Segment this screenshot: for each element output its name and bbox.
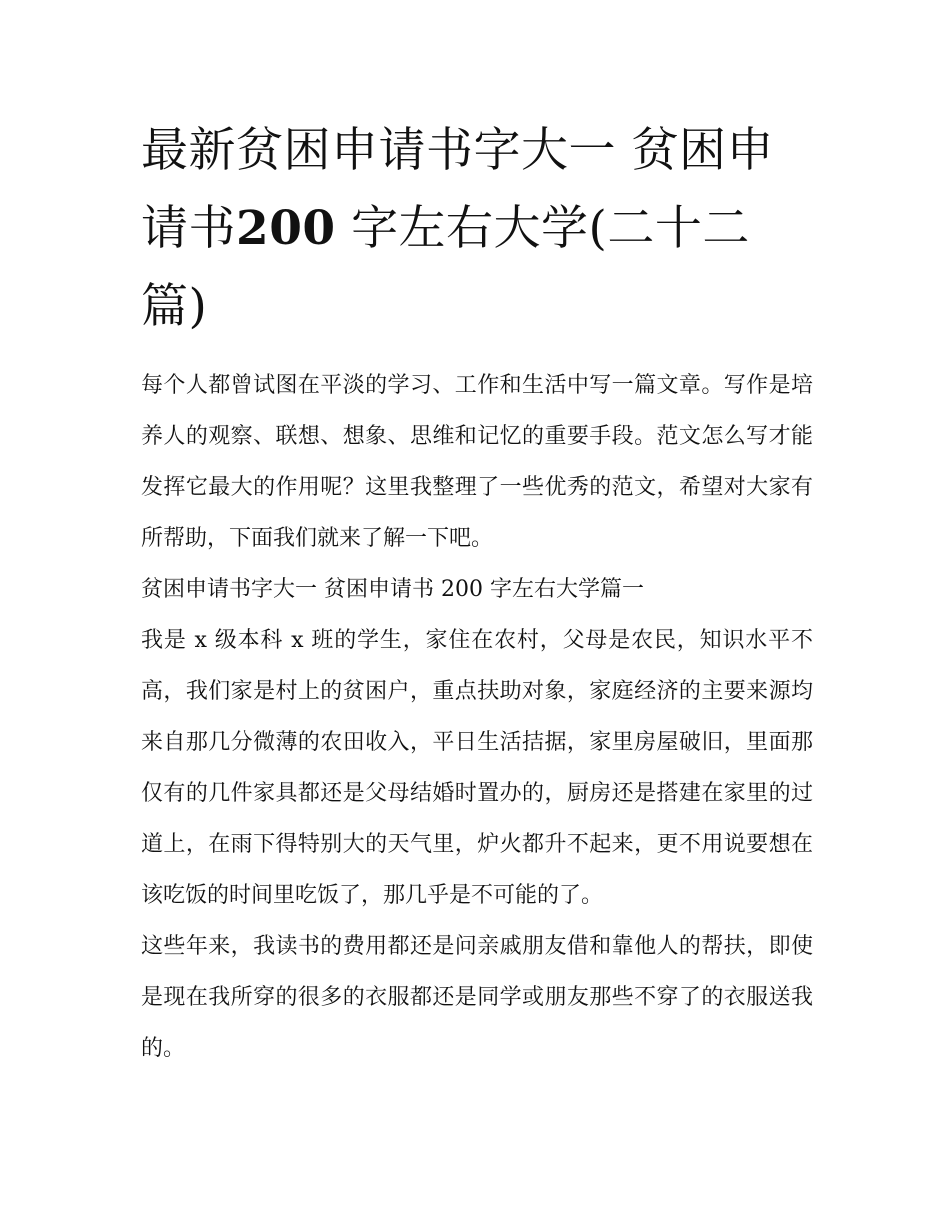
document-content bbox=[141, 112, 813, 1074]
title-number: 200 bbox=[236, 201, 336, 256]
body-paragraph-2: 这些年来，我读书的费用都还是问亲戚朋友借和靠他人的帮扶，即使是现在我所穿的很多的衣服都还是同学或朋友那些不穿了的衣服送我的。 bbox=[141, 934, 813, 1061]
intro-paragraph: 每个人都曾试图在平淡的学习、工作和生活中写一篇文章。写作是培养人的观察、联想、想象、思维和记忆的重要手段。范文怎么写才能发挥它最大的作用呢？这里我整理了一些优秀的范文，希望对大家有所帮助，下面我们就来了解一下吧。 bbox=[141, 373, 813, 551]
title-text-part1: 最新贫困申请书字大一 贫困申请书 bbox=[141, 123, 774, 256]
section-heading: 贫困申请书字大一 贫困申请书 200 字左右大学篇一 bbox=[141, 577, 644, 602]
body-paragraph-1: 我是 x 级本科 x 班的学生，家住在农村，父母是农民，知识水平不高，我们家是村上的贫困户，重点扶助对象，家庭经济的主要来源均来自那几分微薄的农田收入，平日生活拮据，家里房屋破旧，里面那仅有的几件家具都还是父母结婚时置办的，厨房还是搭建在家里的过道上，在雨下得特别大的天气里，炉火都升不起来，更不用说要想在该吃饭的时间里吃饭了，那几乎是不可能的了。 bbox=[141, 628, 813, 908]
title-text-part2: 字左右大学(二十二篇) bbox=[141, 201, 750, 334]
document-title bbox=[141, 112, 813, 346]
